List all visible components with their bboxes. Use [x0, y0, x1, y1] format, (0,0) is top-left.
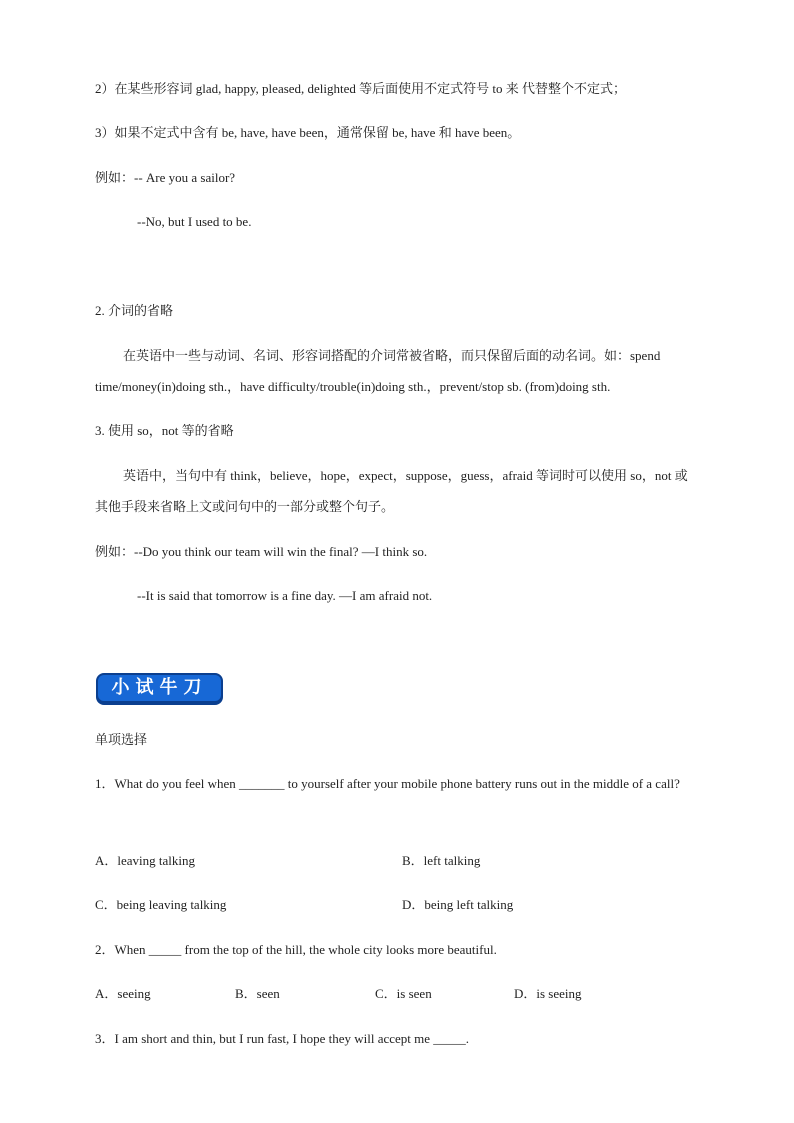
question-2-option-d[interactable]: D．is seeing [514, 986, 582, 1001]
rule-line-3: 3）如果不定式中含有 be, have, have been，通常保留 be, have 和 have been。 [95, 125, 521, 140]
question-2-option-b[interactable]: B．seen [235, 986, 280, 1001]
question-1-option-b[interactable]: B．left talking [402, 853, 481, 868]
section-title: 单项选择 [95, 732, 148, 747]
question-2-option-c[interactable]: C．is seen [375, 986, 432, 1001]
example-line-2: --It is said that tomorrow is a fine day. —I am afraid not. [137, 588, 433, 603]
paragraph-preposition-omission: 在英语中一些与动词、名词、形容词搭配的介词常被省略，而只保留后面的动名词。如：spend time/money(in)doing sth.，have difficulty/trouble(in)doing sth.，prevent/stop sb. (from)doing sth. [95, 348, 661, 394]
example-label-line: 例如：-- Are you a sailor? [95, 170, 236, 185]
heading-so-not-omission: 3. 使用 so，not 等的省略 [95, 423, 234, 438]
practice-badge: 小试牛刀 [96, 673, 223, 703]
example-answer-line: --No, but I used to be. [137, 214, 252, 229]
question-1-option-a[interactable]: A．leaving talking [95, 853, 196, 868]
question-1-option-c[interactable]: C．being leaving talking [95, 897, 227, 912]
question-2-option-a[interactable]: A．seeing [95, 986, 151, 1001]
rule-line-2: 2）在某些形容词 glad, happy, pleased, delighted 等后面使用不定式符号 to 来 代替整个不定式； [95, 81, 627, 96]
question-2-stem: 2．When _____ from the top of the hill, the whole city looks more beautiful. [95, 942, 497, 957]
question-1-stem: 1．What do you feel when _______ to yourself after your mobile phone battery runs out in the middle of a call? [95, 776, 680, 791]
question-3-stem: 3．I am short and thin, but I run fast, I hope they will accept me _____. [95, 1031, 470, 1046]
heading-preposition-omission: 2. 介词的省略 [95, 303, 174, 318]
question-1-option-d[interactable]: D．being left talking [402, 897, 514, 912]
example-line-1: 例如：--Do you think our team will win the final? —I think so. [95, 544, 428, 559]
paragraph-so-not-omission: 英语中，当句中有 think，believe，hope，expect，suppose，guess，afraid 等词时可以使用 so，not 或其他手段来省略上文或问句中的一部分或整个句子。 [95, 468, 688, 514]
